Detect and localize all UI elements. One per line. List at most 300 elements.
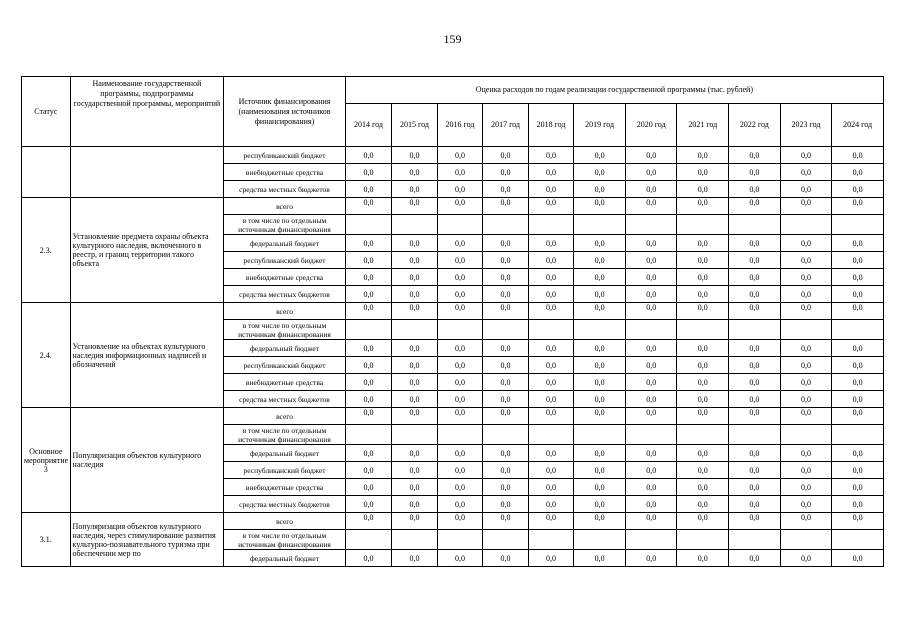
value-cell: 0,0: [528, 496, 574, 513]
name-cell: Популяризация объектов культурного наследия: [70, 408, 224, 513]
table-row: [22, 147, 884, 164]
value-cell: 0,0: [392, 286, 438, 303]
value-cell: 0,0: [437, 164, 483, 181]
value-cell: 0,0: [574, 479, 626, 496]
source-cell: всего: [224, 513, 345, 530]
value-cell: 0,0: [780, 445, 832, 462]
value-cell: 0,0: [677, 164, 729, 181]
source-cell: федеральный бюджет: [224, 235, 345, 252]
value-cell: [625, 425, 677, 445]
status-cell: Основное мероприятие 3: [22, 408, 71, 513]
value-cell: 0,0: [483, 479, 529, 496]
value-cell: [528, 320, 574, 340]
header-year: 2020 год: [625, 104, 677, 147]
value-cell: [437, 530, 483, 550]
name-cell: Популяризация объектов культурного наследия, через стимулирование развития культурно-познавательного туризма при обеспечении мер по: [70, 513, 224, 567]
value-cell: 0,0: [729, 357, 781, 374]
value-cell: 0,0: [392, 198, 438, 215]
source-cell: средства местных бюджетов: [224, 286, 345, 303]
source-cell: внебюджетные средства: [224, 374, 345, 391]
value-cell: 0,0: [528, 374, 574, 391]
value-cell: 0,0: [437, 286, 483, 303]
value-cell: 0,0: [832, 269, 884, 286]
value-cell: 0,0: [392, 147, 438, 164]
value-cell: 0,0: [483, 374, 529, 391]
value-cell: 0,0: [574, 445, 626, 462]
value-cell: 0,0: [392, 357, 438, 374]
value-cell: 0,0: [345, 513, 392, 530]
value-cell: 0,0: [392, 269, 438, 286]
value-cell: 0,0: [780, 147, 832, 164]
value-cell: 0,0: [345, 374, 392, 391]
value-cell: [780, 320, 832, 340]
value-cell: 0,0: [625, 164, 677, 181]
value-cell: 0,0: [483, 198, 529, 215]
value-cell: [345, 215, 392, 235]
value-cell: 0,0: [437, 479, 483, 496]
value-cell: 0,0: [832, 479, 884, 496]
value-cell: 0,0: [437, 252, 483, 269]
value-cell: 0,0: [574, 303, 626, 320]
value-cell: 0,0: [832, 252, 884, 269]
value-cell: 0,0: [625, 462, 677, 479]
header-year: 2022 год: [729, 104, 781, 147]
value-cell: 0,0: [677, 181, 729, 198]
header-year: 2017 год: [483, 104, 529, 147]
value-cell: 0,0: [625, 252, 677, 269]
header-year: 2019 год: [574, 104, 626, 147]
value-cell: 0,0: [483, 462, 529, 479]
value-cell: 0,0: [729, 479, 781, 496]
value-cell: 0,0: [528, 391, 574, 408]
value-cell: 0,0: [780, 235, 832, 252]
value-cell: 0,0: [528, 550, 574, 567]
value-cell: 0,0: [729, 462, 781, 479]
value-cell: 0,0: [483, 445, 529, 462]
value-cell: [483, 530, 529, 550]
value-cell: 0,0: [780, 164, 832, 181]
value-cell: 0,0: [437, 181, 483, 198]
value-cell: 0,0: [677, 513, 729, 530]
value-cell: 0,0: [780, 357, 832, 374]
source-cell: республиканский бюджет: [224, 147, 345, 164]
value-cell: 0,0: [392, 550, 438, 567]
source-cell: внебюджетные средства: [224, 164, 345, 181]
source-cell: средства местных бюджетов: [224, 181, 345, 198]
value-cell: 0,0: [780, 181, 832, 198]
name-cell: Установление предмета охраны объекта культурного наследия, включенного в реестр, и границ территории такого объекта: [70, 198, 224, 303]
value-cell: [625, 215, 677, 235]
value-cell: [832, 530, 884, 550]
value-cell: 0,0: [528, 340, 574, 357]
source-cell: в том числе по отдельным источникам финансирования: [224, 530, 345, 550]
value-cell: 0,0: [528, 357, 574, 374]
value-cell: [528, 215, 574, 235]
value-cell: [832, 215, 884, 235]
value-cell: 0,0: [483, 357, 529, 374]
value-cell: 0,0: [392, 374, 438, 391]
value-cell: 0,0: [625, 147, 677, 164]
value-cell: 0,0: [345, 462, 392, 479]
value-cell: 0,0: [832, 445, 884, 462]
header-year: 2015 год: [392, 104, 438, 147]
value-cell: [625, 320, 677, 340]
value-cell: 0,0: [832, 391, 884, 408]
value-cell: 0,0: [625, 340, 677, 357]
value-cell: 0,0: [832, 303, 884, 320]
value-cell: 0,0: [392, 303, 438, 320]
value-cell: 0,0: [437, 445, 483, 462]
value-cell: 0,0: [625, 235, 677, 252]
value-cell: 0,0: [832, 286, 884, 303]
value-cell: [483, 425, 529, 445]
name-cell: Установление на объектах культурного наследия информационных надписей и обозначений: [70, 303, 224, 408]
value-cell: 0,0: [832, 147, 884, 164]
value-cell: 0,0: [677, 198, 729, 215]
value-cell: 0,0: [345, 286, 392, 303]
value-cell: 0,0: [483, 147, 529, 164]
value-cell: 0,0: [780, 479, 832, 496]
value-cell: 0,0: [729, 374, 781, 391]
source-cell: внебюджетные средства: [224, 269, 345, 286]
source-cell: федеральный бюджет: [224, 340, 345, 357]
table-row: [22, 303, 884, 320]
value-cell: 0,0: [574, 147, 626, 164]
value-cell: 0,0: [574, 235, 626, 252]
value-cell: 0,0: [832, 408, 884, 425]
value-cell: 0,0: [780, 513, 832, 530]
value-cell: 0,0: [574, 391, 626, 408]
budget-table: [21, 76, 884, 567]
value-cell: 0,0: [345, 235, 392, 252]
value-cell: [392, 425, 438, 445]
value-cell: 0,0: [528, 252, 574, 269]
value-cell: 0,0: [832, 462, 884, 479]
value-cell: 0,0: [392, 340, 438, 357]
value-cell: 0,0: [437, 496, 483, 513]
table-row: [22, 408, 884, 425]
value-cell: 0,0: [677, 479, 729, 496]
value-cell: 0,0: [625, 408, 677, 425]
value-cell: 0,0: [345, 391, 392, 408]
value-cell: 0,0: [677, 303, 729, 320]
value-cell: 0,0: [345, 479, 392, 496]
source-cell: в том числе по отдельным источникам финансирования: [224, 320, 345, 340]
value-cell: 0,0: [677, 550, 729, 567]
header-estimate: Оценка расходов по годам реализации государственной программы (тыс. рублей): [345, 77, 883, 104]
value-cell: [345, 530, 392, 550]
name-cell: [70, 147, 224, 198]
value-cell: 0,0: [729, 340, 781, 357]
value-cell: 0,0: [780, 286, 832, 303]
source-cell: всего: [224, 303, 345, 320]
value-cell: 0,0: [729, 198, 781, 215]
value-cell: [780, 530, 832, 550]
value-cell: [677, 425, 729, 445]
value-cell: 0,0: [780, 462, 832, 479]
value-cell: [832, 320, 884, 340]
value-cell: [483, 215, 529, 235]
table-row: [22, 198, 884, 215]
value-cell: 0,0: [483, 252, 529, 269]
header-year: 2016 год: [437, 104, 483, 147]
value-cell: 0,0: [729, 513, 781, 530]
value-cell: 0,0: [345, 269, 392, 286]
value-cell: 0,0: [528, 181, 574, 198]
value-cell: 0,0: [574, 164, 626, 181]
header-source: Источник финансирования (наименования источников финансирования): [224, 77, 345, 147]
value-cell: 0,0: [677, 340, 729, 357]
value-cell: 0,0: [437, 408, 483, 425]
value-cell: 0,0: [780, 391, 832, 408]
value-cell: 0,0: [483, 340, 529, 357]
value-cell: 0,0: [437, 374, 483, 391]
value-cell: 0,0: [625, 445, 677, 462]
value-cell: 0,0: [574, 374, 626, 391]
value-cell: 0,0: [345, 164, 392, 181]
value-cell: [729, 215, 781, 235]
value-cell: 0,0: [345, 550, 392, 567]
value-cell: 0,0: [483, 513, 529, 530]
value-cell: 0,0: [677, 445, 729, 462]
status-cell: 2.3.: [22, 198, 71, 303]
value-cell: [677, 320, 729, 340]
value-cell: 0,0: [832, 198, 884, 215]
value-cell: 0,0: [528, 513, 574, 530]
value-cell: 0,0: [483, 496, 529, 513]
value-cell: 0,0: [780, 496, 832, 513]
value-cell: 0,0: [677, 286, 729, 303]
status-cell: [22, 147, 71, 198]
source-cell: республиканский бюджет: [224, 462, 345, 479]
source-cell: республиканский бюджет: [224, 252, 345, 269]
value-cell: 0,0: [574, 252, 626, 269]
value-cell: 0,0: [625, 496, 677, 513]
value-cell: 0,0: [437, 513, 483, 530]
value-cell: 0,0: [574, 357, 626, 374]
value-cell: 0,0: [528, 164, 574, 181]
value-cell: 0,0: [677, 252, 729, 269]
value-cell: 0,0: [729, 147, 781, 164]
value-cell: 0,0: [392, 513, 438, 530]
value-cell: 0,0: [345, 496, 392, 513]
value-cell: [528, 530, 574, 550]
value-cell: 0,0: [483, 408, 529, 425]
value-cell: 0,0: [392, 408, 438, 425]
value-cell: 0,0: [729, 269, 781, 286]
value-cell: 0,0: [437, 340, 483, 357]
value-cell: 0,0: [625, 513, 677, 530]
value-cell: 0,0: [574, 269, 626, 286]
value-cell: [574, 530, 626, 550]
value-cell: 0,0: [392, 479, 438, 496]
value-cell: 0,0: [625, 303, 677, 320]
value-cell: [345, 320, 392, 340]
value-cell: 0,0: [574, 513, 626, 530]
value-cell: 0,0: [780, 374, 832, 391]
value-cell: 0,0: [625, 269, 677, 286]
value-cell: 0,0: [625, 374, 677, 391]
value-cell: 0,0: [625, 286, 677, 303]
value-cell: 0,0: [832, 513, 884, 530]
header-name: Наименование государственной программы, подпрограммы государственной программы, мероприятий: [70, 77, 224, 147]
value-cell: 0,0: [625, 198, 677, 215]
source-cell: внебюджетные средства: [224, 479, 345, 496]
header-year: 2014 год: [345, 104, 392, 147]
value-cell: 0,0: [625, 391, 677, 408]
value-cell: 0,0: [574, 181, 626, 198]
value-cell: 0,0: [345, 252, 392, 269]
status-cell: 3.1.: [22, 513, 71, 567]
value-cell: 0,0: [677, 391, 729, 408]
value-cell: 0,0: [574, 286, 626, 303]
value-cell: 0,0: [677, 462, 729, 479]
value-cell: 0,0: [729, 164, 781, 181]
value-cell: 0,0: [345, 147, 392, 164]
value-cell: [780, 425, 832, 445]
source-cell: всего: [224, 198, 345, 215]
value-cell: [574, 320, 626, 340]
value-cell: 0,0: [345, 340, 392, 357]
value-cell: 0,0: [780, 252, 832, 269]
value-cell: 0,0: [574, 198, 626, 215]
value-cell: 0,0: [483, 235, 529, 252]
value-cell: 0,0: [780, 269, 832, 286]
value-cell: 0,0: [780, 198, 832, 215]
value-cell: [437, 320, 483, 340]
value-cell: 0,0: [832, 496, 884, 513]
value-cell: 0,0: [528, 303, 574, 320]
header-year: 2024 год: [832, 104, 884, 147]
value-cell: 0,0: [528, 147, 574, 164]
value-cell: 0,0: [574, 462, 626, 479]
value-cell: 0,0: [677, 374, 729, 391]
value-cell: 0,0: [574, 340, 626, 357]
value-cell: 0,0: [528, 462, 574, 479]
value-cell: 0,0: [345, 181, 392, 198]
value-cell: 0,0: [574, 496, 626, 513]
value-cell: 0,0: [483, 181, 529, 198]
value-cell: 0,0: [528, 235, 574, 252]
value-cell: 0,0: [729, 303, 781, 320]
source-cell: всего: [224, 408, 345, 425]
source-cell: федеральный бюджет: [224, 445, 345, 462]
value-cell: 0,0: [437, 391, 483, 408]
value-cell: 0,0: [437, 235, 483, 252]
value-cell: 0,0: [625, 479, 677, 496]
value-cell: 0,0: [625, 550, 677, 567]
table-row: [22, 513, 884, 530]
value-cell: 0,0: [345, 303, 392, 320]
header-year: 2018 год: [528, 104, 574, 147]
value-cell: 0,0: [780, 303, 832, 320]
value-cell: 0,0: [729, 252, 781, 269]
value-cell: 0,0: [677, 408, 729, 425]
value-cell: 0,0: [729, 550, 781, 567]
value-cell: [729, 320, 781, 340]
value-cell: 0,0: [677, 235, 729, 252]
value-cell: 0,0: [780, 550, 832, 567]
value-cell: [392, 530, 438, 550]
value-cell: 0,0: [483, 269, 529, 286]
value-cell: 0,0: [677, 357, 729, 374]
value-cell: 0,0: [677, 496, 729, 513]
value-cell: [729, 530, 781, 550]
value-cell: 0,0: [729, 496, 781, 513]
value-cell: 0,0: [780, 408, 832, 425]
value-cell: 0,0: [625, 181, 677, 198]
value-cell: 0,0: [780, 340, 832, 357]
value-cell: 0,0: [677, 147, 729, 164]
value-cell: 0,0: [437, 550, 483, 567]
header-year: 2023 год: [780, 104, 832, 147]
value-cell: 0,0: [528, 445, 574, 462]
value-cell: 0,0: [437, 269, 483, 286]
value-cell: 0,0: [345, 198, 392, 215]
value-cell: [780, 215, 832, 235]
source-cell: республиканский бюджет: [224, 357, 345, 374]
value-cell: 0,0: [437, 303, 483, 320]
value-cell: 0,0: [483, 286, 529, 303]
value-cell: 0,0: [392, 496, 438, 513]
value-cell: 0,0: [528, 408, 574, 425]
value-cell: 0,0: [528, 269, 574, 286]
value-cell: [437, 425, 483, 445]
value-cell: 0,0: [392, 181, 438, 198]
value-cell: 0,0: [528, 479, 574, 496]
source-cell: средства местных бюджетов: [224, 496, 345, 513]
value-cell: 0,0: [528, 286, 574, 303]
value-cell: 0,0: [483, 164, 529, 181]
value-cell: 0,0: [392, 252, 438, 269]
value-cell: [729, 425, 781, 445]
value-cell: 0,0: [528, 198, 574, 215]
value-cell: 0,0: [729, 445, 781, 462]
source-cell: в том числе по отдельным источникам финансирования: [224, 215, 345, 235]
value-cell: 0,0: [677, 269, 729, 286]
value-cell: 0,0: [392, 235, 438, 252]
value-cell: 0,0: [729, 181, 781, 198]
value-cell: 0,0: [483, 391, 529, 408]
value-cell: [437, 215, 483, 235]
value-cell: 0,0: [437, 198, 483, 215]
value-cell: 0,0: [437, 462, 483, 479]
value-cell: [677, 530, 729, 550]
value-cell: 0,0: [729, 286, 781, 303]
value-cell: 0,0: [729, 391, 781, 408]
source-cell: в том числе по отдельным источникам финансирования: [224, 425, 345, 445]
value-cell: 0,0: [345, 408, 392, 425]
value-cell: 0,0: [345, 445, 392, 462]
value-cell: 0,0: [832, 164, 884, 181]
value-cell: 0,0: [832, 550, 884, 567]
value-cell: 0,0: [483, 550, 529, 567]
value-cell: 0,0: [392, 462, 438, 479]
value-cell: 0,0: [437, 357, 483, 374]
value-cell: 0,0: [574, 550, 626, 567]
page-number: 159: [443, 32, 462, 46]
value-cell: 0,0: [574, 408, 626, 425]
value-cell: 0,0: [392, 445, 438, 462]
value-cell: [528, 425, 574, 445]
status-cell: 2.4.: [22, 303, 71, 408]
header-year: 2021 год: [677, 104, 729, 147]
value-cell: [345, 425, 392, 445]
value-cell: 0,0: [392, 164, 438, 181]
value-cell: 0,0: [832, 374, 884, 391]
value-cell: 0,0: [832, 181, 884, 198]
value-cell: 0,0: [832, 357, 884, 374]
